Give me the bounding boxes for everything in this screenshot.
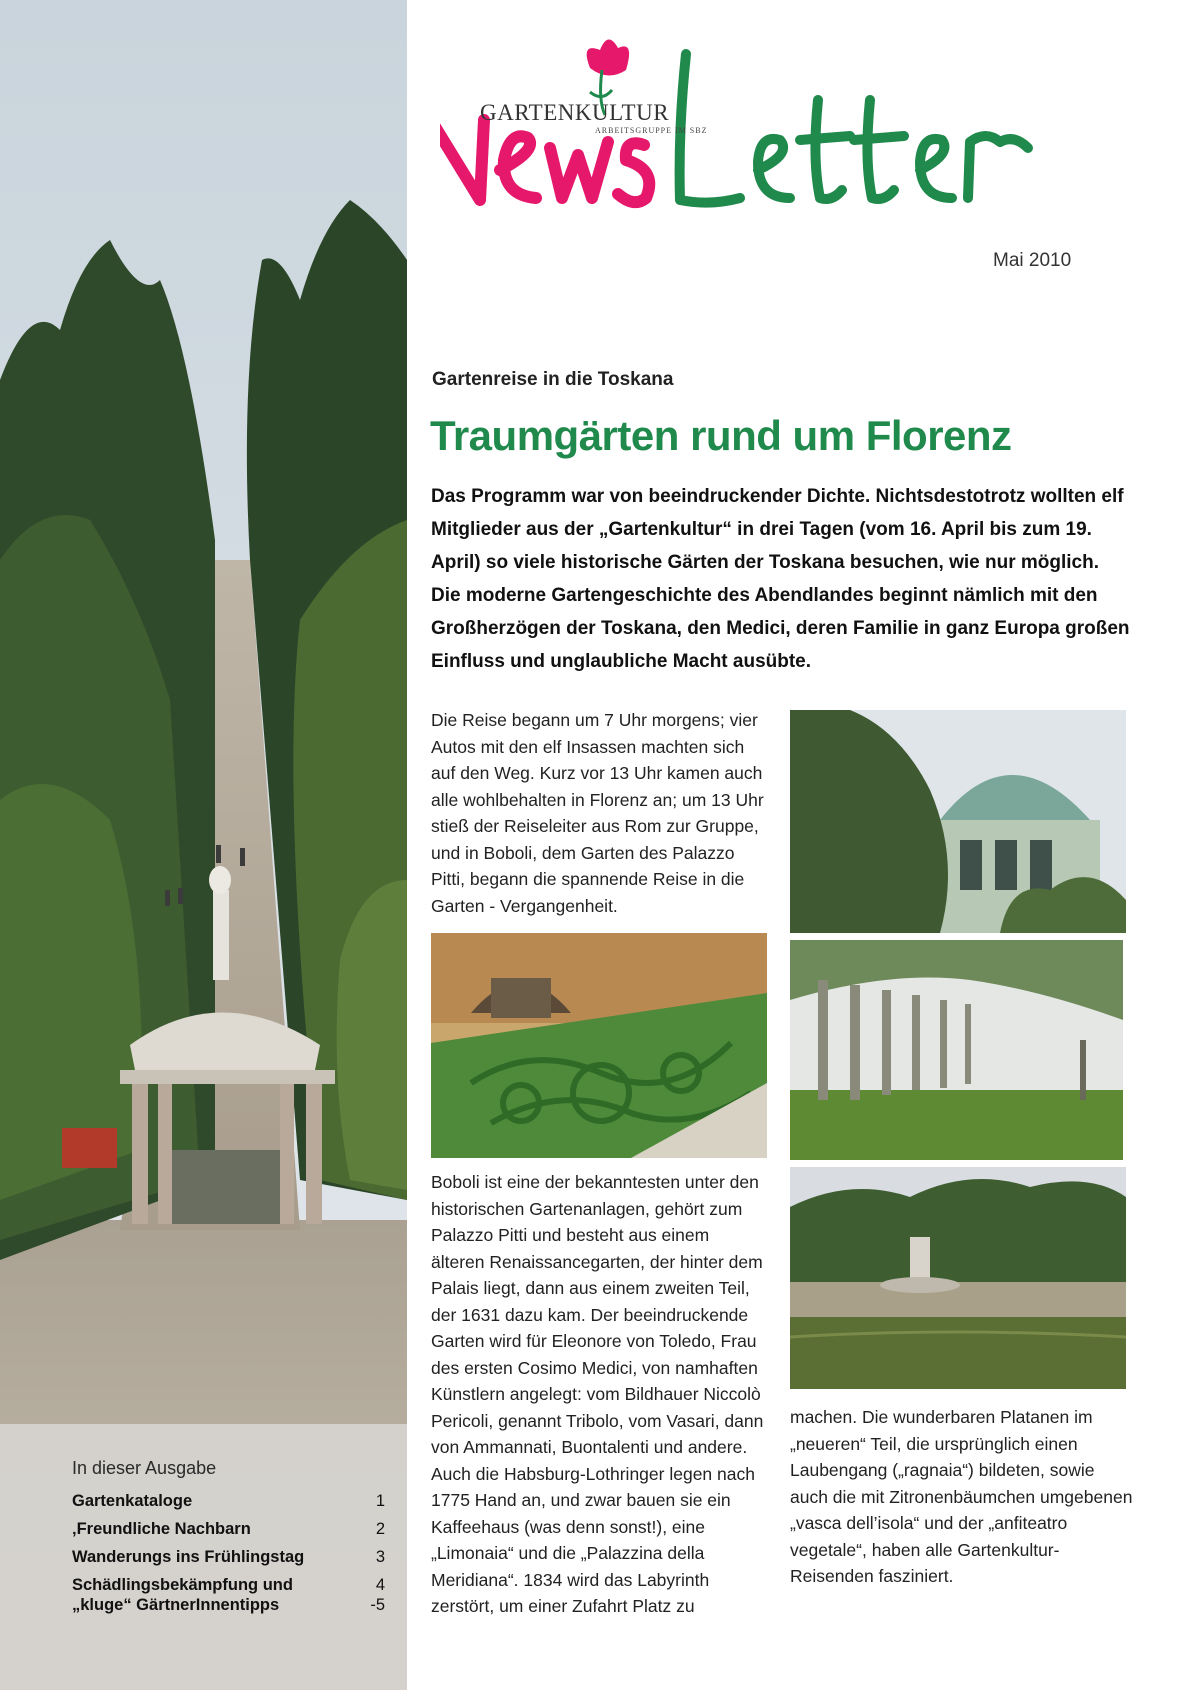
toc-item[interactable] — [72, 1575, 385, 1615]
article-paragraph-3: machen. Die wunderbaren Platanen im „neueren“ Teil, die ursprünglich einen Laubengang („ragnaia“) bildeten, sowie auch die mit Zitronenbäumchen umgebenen „vasca dell’isola“ und der „anfiteatro vegetale“, haben alle Gartenkultur-Reisenden fasziniert. — [790, 1407, 1133, 1586]
tulip-icon — [440, 30, 1140, 280]
boboli-parterre-photo — [431, 933, 767, 1158]
newsletter-logo — [440, 30, 1140, 280]
toc-item[interactable] — [72, 1519, 385, 1539]
toc-item-page: 1 — [375, 1492, 385, 1510]
article-headline: Traumgärten rund um Florenz — [430, 412, 1012, 459]
toc-item-page: 3 — [375, 1548, 385, 1566]
toc-item-label: ‚Freundliche Nachbarn — [72, 1520, 251, 1538]
article-paragraph-1: Die Reise begann um 7 Uhr morgens; vier Autos mit den elf Insassen machten sich auf den Weg. Kurz vor 13 Uhr kamen auch alle wohlbehalten in Florenz an; um 13 Uhr stieß der Reiseleiter aus Rom zur Gruppe, und in Boboli, dem Garten des Palazzo Pitti, begann die spannende Reise in die Garten - Vergangenheit. — [431, 710, 764, 916]
logo-brand-name: GARTENKULTUR — [480, 100, 670, 125]
toc-item-label: Gartenkataloge — [72, 1492, 193, 1510]
vasca-dell-isola-photo — [790, 1167, 1126, 1389]
toc-item[interactable] — [72, 1547, 385, 1567]
kaffeehaus-photo — [790, 710, 1126, 933]
plane-trees-photo — [790, 940, 1123, 1160]
issue-date: Mai 2010 — [993, 250, 1072, 271]
toc-item-label: Schädlingsbekämpfung und „kluge“ GärtnerInnentipps — [72, 1576, 293, 1614]
logo-subtitle: ARBEITSGRUPPE IM SBZ — [595, 126, 708, 135]
toc-title: In dieser Ausgabe — [72, 1458, 217, 1478]
article-lead: Das Programm war von beeindruckender Dichte. Nichtsdestotrotz wollten elf Mitglieder aus der „Gartenkultur“ in drei Tagen (vom 16. April bis zum 19. April) so viele historische Gärten der Toskana besuchen, wie nur möglich. Die moderne Gartengeschichte des Abendlandes beginnt nämlich mit den Großherzögen der Toskana, den Medici, deren Familie in ganz Europa großen Einfluss und unglaubliche Macht ausübte. — [431, 486, 1130, 672]
toc-item-page: 4 -5 — [370, 1576, 385, 1614]
table-of-contents — [0, 1424, 407, 1690]
toc-item-label: Wanderungs ins Frühlingstag — [72, 1548, 305, 1566]
toc-item-page: 2 — [375, 1520, 385, 1538]
toc-item[interactable] — [72, 1491, 385, 1511]
article-kicker: Gartenreise in die Toskana — [432, 369, 674, 390]
article-paragraph-2: Boboli ist eine der bekanntesten unter den historischen Gartenanlagen, gehört zum Palazzo Pitti und besteht aus einem älteren Renaissancegarten, der hinter dem Palais liegt, dann aus einem zweiten Teil, der 1631 dazu kam. Der beeindruckende Garten wird für Eleonore von Toledo, Frau des ersten Cosimo Medici, von namhaften Künstlern angelegt: vom Bildhauer Niccolò Pericoli, genannt Tribolo, vom Vasari, dann von Ammannati, Buontalenti und andere. Auch die Habsburg-Lothringer legen nach 1775 Hand an, und zwar bauen sie ein Kaffeehaus (was denn sonst!), eine „Limonaia“ und die „Palazzina della Meridiana“. 1834 wird das Labyrinth zerstört, um einer Zufahrt Platz zu — [431, 1172, 764, 1616]
